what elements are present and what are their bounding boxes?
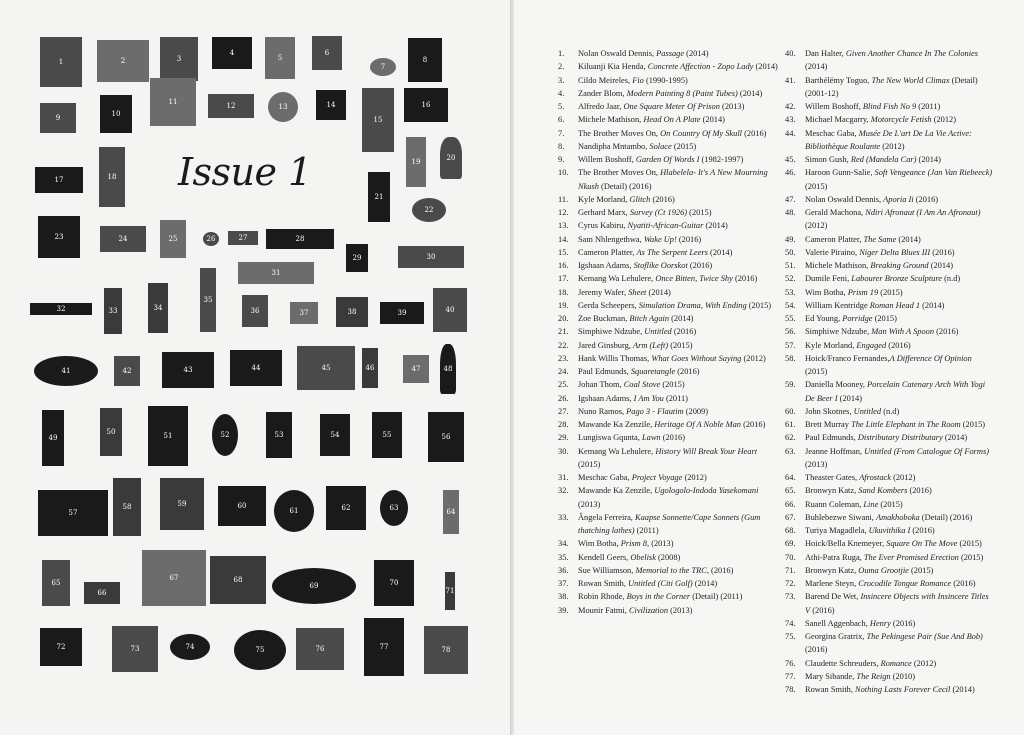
work-entry: 8. Nandipha Mntambo, Solace (2015) — [558, 141, 697, 151]
artwork-thumbnail: 27 — [228, 231, 258, 245]
work-entry: 78. Rowan Smith, Nothing Lasts Forever Cecil (2014) — [785, 685, 975, 694]
artwork-thumbnail: 68 — [210, 556, 266, 604]
work-entry: 40. Dan Halter, Given Another Chance In The Colonies (2014) — [785, 49, 979, 72]
work-entry: 74. Sanell Aggenbach, Henry (2016) — [785, 618, 916, 628]
work-entry: 13. Cyrus Kabiru, Nyatiti-African-Guitar (2014) — [558, 221, 728, 231]
artwork-thumbnail: 76 — [296, 628, 344, 670]
work-entry: 49. Cameron Platter, The Same (2014) — [785, 234, 921, 244]
work-entry: 26. Igshaan Adams, I Am You (2011) — [558, 393, 688, 403]
work-entry: 36. Sue Williamson, Memorial to the TRC, (2016) — [558, 565, 734, 575]
artwork-thumbnail: 39 — [380, 302, 424, 324]
work-entry: 7. The Brother Moves On, On Country Of My Skull (2016) — [558, 128, 767, 138]
artwork-thumbnail: 12 — [208, 94, 254, 118]
work-entry: 27. Nuno Ramos, Pago 3 - Flautim (2009) — [558, 406, 709, 416]
works-list-column-1 — [558, 47, 778, 617]
artwork-thumbnail: 31 — [238, 262, 314, 284]
work-entry: 3. Cildo Meireles, Fio (1990-1995) — [558, 75, 688, 85]
work-entry: 41. Barthélémy Toguo, The New World Climax (Detail) (2001-12) — [785, 75, 978, 98]
artwork-thumbnail: 77 — [364, 618, 404, 676]
work-entry: 61. Brett Murray The Little Elephant in The Room (2015) — [785, 420, 986, 429]
work-entry: 18. Jeremy Wafer, Sheet (2014) — [558, 287, 671, 297]
work-entry: 72. Marlene Steyn, Crocodile Tongue Romance (2016) — [785, 579, 976, 588]
artwork-thumbnail: 14 — [316, 90, 346, 120]
work-entry: 64. Theaster Gates, Afrostack (2012) — [785, 473, 916, 482]
work-entry: 63. Jeanne Hoffman, Untitled (From Catalogue Of Forms) (2013) — [785, 446, 989, 469]
artwork-thumbnail: 48 — [440, 344, 456, 394]
work-entry: 2. Kiluanji Kia Henda, Concrete Affection - Zopo Lady (2014) — [558, 62, 778, 72]
artwork-thumbnail: 69 — [272, 568, 356, 604]
work-entry: 75. Georgina Gratrix, The Pekingese Pair (Sue And Bob) (2016) — [785, 632, 983, 655]
work-entry: 46. Haroon Gunn-Salie, Soft Vengeance (Jan Van Riebeeck) (2015) — [785, 168, 993, 191]
work-entry: 44. Meschac Gaba, Musée De L'art De La Vie Active: Bibliothèque Roulante (2012) — [785, 128, 972, 151]
artwork-thumbnail: 62 — [326, 486, 366, 530]
work-entry: 43. Michael Macgarry, Motorcycle Fetish (2012) — [785, 115, 957, 125]
artwork-thumbnail: 25 — [160, 220, 186, 258]
artwork-thumbnail: 21 — [368, 172, 390, 222]
artwork-thumbnail: 17 — [35, 167, 83, 193]
artwork-thumbnail: 49 — [42, 410, 64, 466]
work-entry: 6. Michele Mathison, Head On A Plate (2014) — [558, 115, 725, 125]
artwork-thumbnail: 34 — [148, 283, 168, 333]
work-entry: 42. Willem Boshoff, Blind Fish No 9 (2011) — [785, 102, 941, 111]
artwork-thumbnail: 74 — [170, 634, 210, 660]
work-entry: 47. Nolan Oswald Dennis, Aporia Ii (2016) — [785, 194, 939, 204]
artwork-thumbnail: 63 — [380, 490, 408, 526]
work-entry: 11. Kyle Morland, Glitch (2016) — [558, 194, 675, 204]
issue-title: Issue 1 — [178, 150, 312, 194]
artwork-thumbnail: 38 — [336, 297, 368, 327]
artwork-thumbnail: 43 — [162, 352, 214, 388]
work-entry: 32. Mawande Ka Zenzile, Ugologolo-Indoda Yasekomani (2013) — [558, 486, 759, 509]
artwork-thumbnail: 15 — [362, 88, 394, 152]
left-page — [0, 0, 510, 735]
work-entry: 62. Paul Edmunds, Distributary Distributary (2014) — [785, 433, 968, 443]
artwork-thumbnail: 7 — [370, 58, 396, 76]
artwork-thumbnail: 64 — [443, 490, 459, 534]
work-entry: 59. Daniella Mooney, Porcelain Catenary Arch With Yogi De Beer I (2014) — [785, 380, 986, 403]
artwork-thumbnail: 44 — [230, 350, 282, 386]
work-entry: 56. Simphiwe Ndzube, Man With A Spoon (2016) — [785, 327, 959, 337]
work-entry: 29. Lungiswa Gqunta, Lawn (2016) — [558, 433, 686, 443]
artwork-thumbnail: 46 — [362, 348, 378, 388]
work-entry: 22. Jared Ginsburg, Arm (Left) (2015) — [558, 340, 693, 350]
artwork-thumbnail: 10 — [100, 95, 132, 133]
artwork-thumbnail: 23 — [38, 216, 80, 258]
work-entry: 50. Valerie Piraino, Niger Delta Blues III (2016) — [785, 247, 955, 257]
artwork-thumbnail: 50 — [100, 408, 122, 456]
work-entry: 1. Nolan Oswald Dennis, Passage (2014) — [558, 49, 709, 58]
work-entry: 15. Cameron Platter, As The Serpent Leers (2014) — [558, 247, 733, 257]
work-entry: 69. Hoick/Bella Knemeyer, Square On The Move (2015) — [785, 539, 982, 549]
work-entry: 31. Meschac Gaba, Project Voyage (2012) — [558, 473, 707, 482]
artwork-thumbnail: 56 — [428, 412, 464, 462]
artwork-thumbnail: 4 — [212, 37, 252, 69]
work-entry: 33. Ângela Ferreira, Kaapse Sonnette/Cape Sonnets (Gum thatching lathes) (2011) — [558, 512, 761, 535]
work-entry: 17. Kemang Wa Lehulere, Once Bitten, Twice Shy (2016) — [558, 274, 758, 284]
artwork-thumbnail: 75 — [234, 630, 286, 670]
work-entry: 4. Zander Blom, Modern Painting 8 (Paint Tubes) (2014) — [558, 88, 763, 98]
artwork-thumbnail: 78 — [424, 626, 468, 674]
work-entry: 19. Gerda Scheepers, Simulation Drama, With Ending (2015) — [558, 300, 772, 310]
work-entry: 52. Dumile Feni, Labourer Bronze Sculpture (n.d) — [785, 274, 961, 284]
artwork-thumbnail: 41 — [34, 356, 98, 386]
artwork-thumbnail: 71 — [445, 572, 455, 610]
artwork-thumbnail: 8 — [408, 38, 442, 82]
artwork-thumbnail: 32 — [30, 303, 92, 315]
artwork-thumbnail: 33 — [104, 288, 122, 334]
work-entry: 51. Michele Mathison, Breaking Ground (2014) — [785, 261, 954, 270]
work-entry: 20. Zoe Buckman, Bitch Again (2014) — [558, 314, 694, 323]
artwork-thumbnail: 6 — [312, 36, 342, 70]
work-entry: 65. Bronwyn Katz, Sand Kombers (2016) — [785, 486, 932, 496]
work-entry: 55. Ed Young, Porridge (2015) — [785, 314, 897, 323]
work-entry: 34. Wim Botha, Prism 8, (2013) — [558, 539, 674, 549]
work-entry: 54. William Kentridge Roman Head 1 (2014) — [785, 300, 945, 310]
artwork-thumbnail: 73 — [112, 626, 158, 672]
artwork-thumbnail: 47 — [403, 355, 429, 383]
artwork-thumbnail: 19 — [406, 137, 426, 187]
artwork-thumbnail: 26 — [203, 232, 219, 246]
artwork-thumbnail: 5 — [265, 37, 295, 79]
work-entry: 67. Buhlebezwe Siwani, Amakhoboka (Detail) (2016) — [785, 512, 973, 522]
works-list-column-2 — [785, 47, 995, 696]
work-entry: 70. Athi-Patra Ruga, The Ever Promised Erection (2015) — [785, 552, 984, 562]
work-entry: 5. Alfredo Jaar, One Square Meter Of Prison (2013) — [558, 102, 745, 111]
work-entry: 9. Willem Boshoff, Garden Of Words I (1982-1997) — [558, 155, 744, 164]
work-entry: 66. Ruann Coleman, Line (2015) — [785, 499, 903, 509]
artwork-thumbnail: 28 — [266, 229, 334, 249]
artwork-thumbnail: 45 — [297, 346, 355, 390]
work-entry: 60. John Skotnes, Untitled (n.d) — [785, 406, 900, 416]
work-entry: 39. Mounir Fatmi, Civilization (2013) — [558, 605, 693, 615]
artwork-thumbnail: 35 — [200, 268, 216, 332]
work-entry: 35. Kendell Geers, Obelisk (2008) — [558, 552, 681, 562]
artwork-thumbnail: 22 — [412, 198, 446, 222]
work-entry: 14. Sam Nhlengethwa, Wake Up! (2016) — [558, 234, 702, 244]
artwork-thumbnail: 29 — [346, 244, 368, 272]
artwork-thumbnail: 24 — [100, 226, 146, 252]
artwork-thumbnail: 67 — [142, 550, 206, 606]
work-entry: 10. The Brother Moves On, Hlabelela- It's A New Mourning Nkush (Detail) (2016) — [558, 168, 768, 191]
work-entry: 58. Hoick/Franco Fernandes,A Difference Of Opinion (2015) — [785, 353, 972, 376]
work-entry: 57. Kyle Morland, Engaged (2016) — [785, 340, 911, 350]
artwork-thumbnail: 59 — [160, 478, 204, 530]
artwork-thumbnail: 37 — [290, 302, 318, 324]
work-entry: 16. Igshaan Adams, Stoflike Oorskot (2016) — [558, 261, 713, 270]
artwork-thumbnail: 2 — [97, 40, 149, 82]
artwork-thumbnail: 20 — [440, 137, 462, 179]
work-entry: 12. Gerhard Marx, Survey (Ct 1926) (2015) — [558, 208, 712, 217]
artwork-thumbnail: 30 — [398, 246, 464, 268]
artwork-thumbnail: 13 — [268, 92, 298, 122]
work-entry: 24. Paul Edmunds, Squaretangle (2016) — [558, 367, 700, 376]
work-entry: 68. Turiya Magadlela, Ukuvithika I (2016) — [785, 526, 935, 535]
artwork-thumbnail: 52 — [212, 414, 238, 456]
work-entry: 21. Simphiwe Ndzube, Untitled (2016) — [558, 327, 697, 337]
work-entry: 53. Wim Botha, Prism 19 (2015) — [785, 287, 903, 297]
artwork-thumbnail: 36 — [242, 295, 268, 327]
artwork-thumbnail: 58 — [113, 478, 141, 536]
artwork-thumbnail: 66 — [84, 582, 120, 604]
artwork-thumbnail: 16 — [404, 88, 448, 122]
work-entry: 76. Claudette Schreuders, Romance (2012) — [785, 658, 937, 668]
artwork-thumbnail: 70 — [374, 560, 414, 606]
artwork-thumbnail: 54 — [320, 414, 350, 456]
work-entry: 23. Hank Willis Thomas, What Goes Without Saying (2012) — [558, 353, 766, 363]
artwork-thumbnail: 55 — [372, 412, 402, 458]
artwork-thumbnail: 11 — [150, 78, 196, 126]
artwork-thumbnail: 53 — [266, 412, 292, 458]
artwork-thumbnail: 42 — [114, 356, 140, 386]
artwork-thumbnail: 65 — [42, 560, 70, 606]
work-entry: 71. Bronwyn Katz, Ouma Grootjie (2015) — [785, 565, 934, 575]
work-entry: 38. Robin Rhode, Boys in the Corner (Detail) (2011) — [558, 592, 743, 602]
artwork-thumbnail: 9 — [40, 103, 76, 133]
work-entry: 37. Rowan Smith, Untitled (Citi Golf) (2014) — [558, 579, 718, 588]
work-entry: 25. Johan Thom, Coal Stove (2015) — [558, 380, 685, 390]
work-entry: 45. Simon Gush, Red (Mandela Car) (2014) — [785, 155, 941, 164]
work-entry: 48. Gerald Machona, Ndiri Afronaut (I Am An Afronaut) (2012) — [785, 208, 981, 231]
work-entry: 77. Mary Sibande, The Reign (2010) — [785, 671, 916, 681]
work-entry: 30. Kemang Wa Lehulere, History Will Break Your Heart (2015) — [558, 446, 758, 469]
artwork-thumbnail: 1 — [40, 37, 82, 87]
artwork-thumbnail: 40 — [433, 288, 467, 332]
artwork-thumbnail: 51 — [148, 406, 188, 466]
artwork-thumbnail: 57 — [38, 490, 108, 536]
artwork-thumbnail: 3 — [160, 37, 198, 81]
artwork-thumbnail: 61 — [274, 490, 314, 532]
artwork-thumbnail: 60 — [218, 486, 266, 526]
artwork-thumbnail: 72 — [40, 628, 82, 666]
work-entry: 73. Barend De Wet, Insincere Objects with Insincere Titles V (2016) — [785, 592, 989, 615]
work-entry: 28. Mawande Ka Zenzile, Heritage Of A Noble Man (2016) — [558, 420, 766, 429]
artwork-thumbnail: 18 — [99, 147, 125, 207]
